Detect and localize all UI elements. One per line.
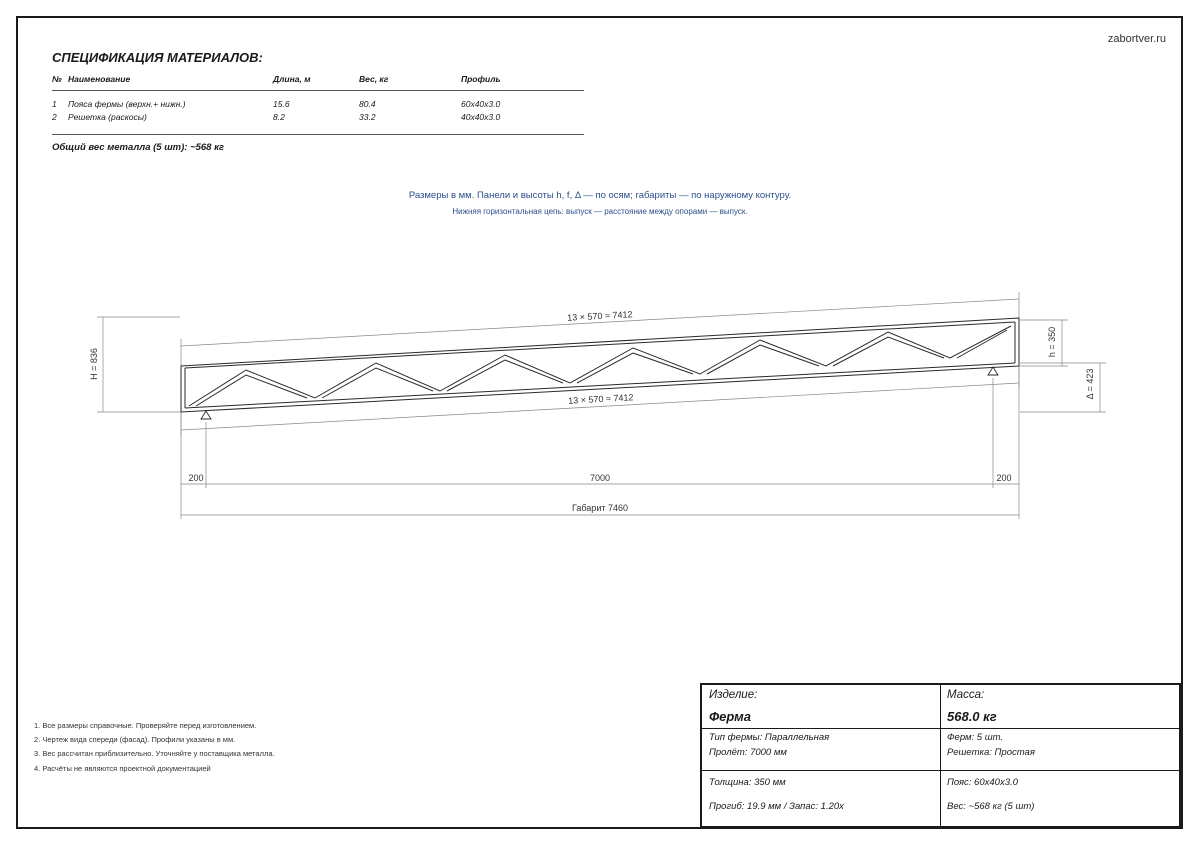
support-right-icon (988, 367, 998, 375)
note-line-1: Размеры в мм. Панели и высоты h, f, Δ — по осям; габариты — по наружному контуру. (408, 190, 792, 201)
overall-label: Габарит 7460 (571, 503, 629, 513)
top-chord-inner (185, 322, 1015, 368)
dim-labels (89, 309, 1095, 513)
support-left-icon (201, 411, 211, 419)
col-profile: Профиль (461, 74, 584, 91)
mass-value: 568.0 кг (947, 709, 997, 724)
footnotes (34, 719, 275, 776)
cell-name: Пояса фермы (верхн.+ нижн.) (68, 99, 186, 109)
cell-length: 15.6 (273, 99, 290, 109)
footnote: 3. Вес рассчитан приблизительно. Уточняйте у поставщика металла. (34, 749, 275, 759)
right-overhang-label: 200 (996, 473, 1012, 483)
bottom-dim-line (181, 383, 1019, 430)
bottom-panels-label: 13 × 570 ≈ 7412 (567, 392, 634, 406)
total-weight-stamp: Вес: ~568 кг (5 шт) (947, 801, 1035, 812)
cell-profile: 40x40x3.0 (461, 110, 584, 135)
supports (201, 367, 998, 419)
cell-profile: 60x40x3.0 (461, 99, 501, 109)
site-label: zabortver.ru (1107, 33, 1166, 45)
footnote: 4. Расчёты не являются проектной документацией (34, 763, 211, 773)
chord-profile: Пояс: 60x40x3.0 (947, 777, 1018, 788)
cell-number: 2 (52, 110, 68, 135)
footnote: 2. Чертеж вида спереди (фасад). Профили указаны в мм. (34, 735, 236, 745)
cell-number: 1 (52, 99, 57, 109)
col-weight: Вес, кг (359, 74, 461, 91)
top-panels-label: 13 × 570 ≈ 7412 (566, 309, 633, 323)
span-value: Пролёт: 7000 мм (709, 747, 787, 758)
spec-title: СПЕЦИФИКАЦИЯ МАТЕРИАЛОВ: (52, 50, 263, 65)
truss-height-label: h = 350 (1047, 326, 1057, 358)
lattice-type: Решетка: Простая (947, 747, 1035, 758)
span-label: 7000 (589, 473, 611, 483)
mass-label: Масса: (947, 689, 985, 701)
col-name: Наименование (68, 74, 273, 91)
product-label: Изделие: (709, 689, 758, 701)
total-weight: Общий вес металла (5 шт): ~568 кг (52, 142, 224, 153)
cell-weight: 33.2 (359, 110, 461, 135)
cell-length: 8.2 (273, 110, 359, 135)
product-value: Ферма (709, 709, 751, 724)
truss-type: Тип фермы: Параллельная (709, 732, 830, 743)
height-total-label: H = 836 (89, 348, 99, 380)
cell-name: Решетка (раскосы) (68, 110, 273, 135)
left-overhang-label: 200 (188, 473, 204, 483)
thickness: Толщина: 350 мм (709, 777, 786, 788)
truss-count: Ферм: 5 шт. (947, 732, 1004, 743)
note-line-2: Нижняя горизонтальная цепь: выпуск — расстояние между опорами — выпуск. (452, 207, 748, 216)
delta-label: Δ = 423 (1085, 368, 1095, 400)
col-length: Длина, м (273, 74, 359, 91)
col-number: № (52, 74, 68, 91)
footnote: 1. Все размеры справочные. Проверяйте перед изготовлением. (34, 721, 257, 730)
dimension-lines (97, 292, 1106, 519)
title-block (700, 683, 1181, 828)
deflection: Прогиб: 19.9 мм / Запас: 1.20x (709, 801, 844, 812)
cell-weight: 80.4 (359, 99, 376, 109)
